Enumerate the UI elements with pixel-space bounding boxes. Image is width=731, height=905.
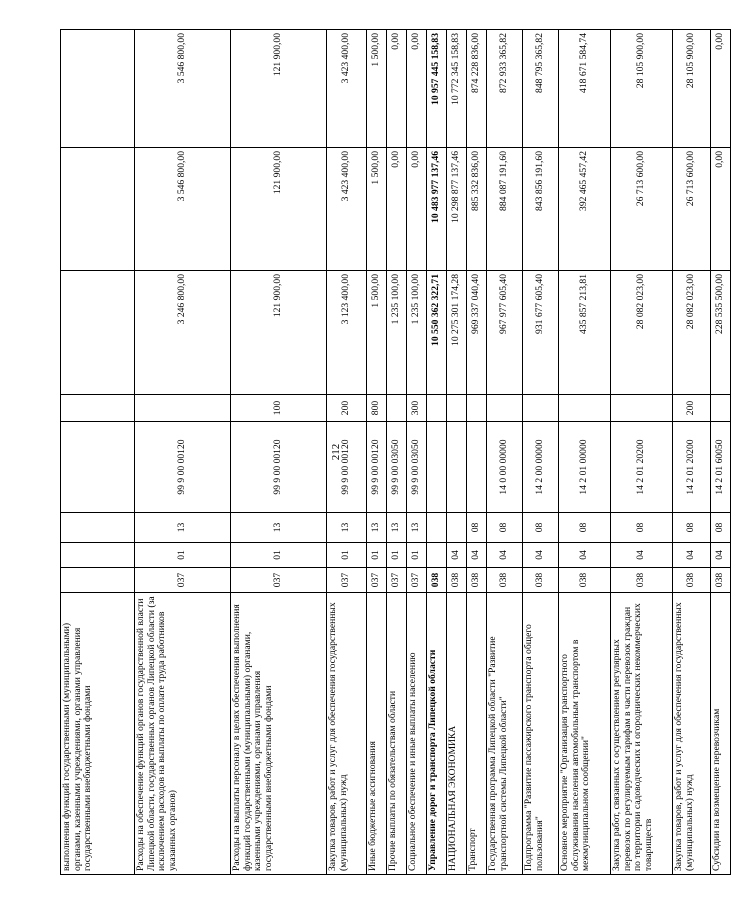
table-row	[447, 30, 467, 875]
cell-gr: 038	[487, 568, 523, 593]
cell-amount-2: 1 500,00	[367, 148, 387, 271]
cell-vr	[61, 395, 135, 422]
cell-csr: 99 9 00 03050	[387, 422, 407, 513]
row-name: выполнения функций государственными (муниципальными) органами, казенными учреждениями, органами управления государственными внебюджетными фондами	[61, 593, 135, 875]
cell-amount-3: 121 900,00	[231, 30, 327, 148]
cell-amount-2: 885 332 836,00	[467, 148, 487, 271]
cell-gr: 037	[327, 568, 367, 593]
cell-csr: 14 2 01 00000	[559, 422, 611, 513]
row-name: Транспорт	[467, 593, 487, 875]
cell-pr: 13	[327, 513, 367, 543]
cell-amount-1: 1 500,00	[367, 271, 387, 395]
cell-pr: 08	[467, 513, 487, 543]
cell-vr	[559, 395, 611, 422]
cell-amount-3: 28 105 900,00	[673, 30, 711, 148]
cell-amount-3: 3 546 800,00	[135, 30, 231, 148]
cell-amount-3: 10 957 445 158,83	[427, 30, 447, 148]
cell-amount-2: 843 856 191,60	[523, 148, 559, 271]
cell-vr	[487, 395, 523, 422]
cell-rz: 04	[673, 543, 711, 568]
cell-gr: 038	[523, 568, 559, 593]
cell-vr: 300	[407, 395, 427, 422]
cell-amount-3: 10 772 345 158,83	[447, 30, 467, 148]
row-name: Закупка товаров, работ и услуг для обеспечения государственных (муниципальных) нужд	[673, 593, 711, 875]
cell-gr: 037	[231, 568, 327, 593]
cell-gr: 037	[135, 568, 231, 593]
table-row	[135, 30, 231, 875]
cell-pr: 08	[611, 513, 673, 543]
cell-vr	[135, 395, 231, 422]
cell-rz: 01	[231, 543, 327, 568]
cell-rz: 04	[611, 543, 673, 568]
cell-gr: 038	[611, 568, 673, 593]
cell-gr: 038	[711, 568, 731, 593]
cell-vr	[611, 395, 673, 422]
cell-rz: 04	[447, 543, 467, 568]
row-name: Закупка товаров, работ и услуг для обеспечения государственных (муниципальных) нужд	[327, 593, 367, 875]
cell-vr	[711, 395, 731, 422]
cell-amount-1: 28 082 023,00	[673, 271, 711, 395]
cell-rz: 04	[711, 543, 731, 568]
table-row	[487, 30, 523, 875]
table-row	[467, 30, 487, 875]
cell-rz: 01	[327, 543, 367, 568]
cell-vr	[447, 395, 467, 422]
cell-gr	[61, 568, 135, 593]
cell-vr: 800	[367, 395, 387, 422]
cell-amount-3: 418 671 584,74	[559, 30, 611, 148]
row-name: НАЦИОНАЛЬНАЯ ЭКОНОМИКА	[447, 593, 467, 875]
cell-gr: 038	[427, 568, 447, 593]
cell-pr: 08	[711, 513, 731, 543]
page-number: 212	[330, 443, 342, 461]
cell-rz: 04	[523, 543, 559, 568]
cell-pr: 13	[407, 513, 427, 543]
cell-pr: 08	[487, 513, 523, 543]
cell-csr: 99 9 00 00120	[135, 422, 231, 513]
cell-csr: 14 2 01 20200	[611, 422, 673, 513]
cell-amount-2: 10 298 877 137,46	[447, 148, 467, 271]
cell-amount-1: 435 857 213,81	[559, 271, 611, 395]
cell-gr: 038	[447, 568, 467, 593]
cell-amount-1: 969 337 040,40	[467, 271, 487, 395]
cell-csr	[467, 422, 487, 513]
table-row	[61, 30, 135, 875]
cell-amount-1: 3 123 400,00	[327, 271, 367, 395]
cell-amount-2: 10 483 977 137,46	[427, 148, 447, 271]
cell-amount-2: 0,00	[407, 148, 427, 271]
row-name: Расходы на выплаты персоналу в целях обеспечения выполнения функций государственными (муниципальными) органами, казенными учреждениями, органами управления государственными внебюджетными фондами	[231, 593, 327, 875]
cell-amount-2: 26 713 600,00	[611, 148, 673, 271]
cell-amount-3: 3 423 400,00	[327, 30, 367, 148]
cell-amount-3: 0,00	[407, 30, 427, 148]
cell-vr	[427, 395, 447, 422]
cell-amount-3	[61, 30, 135, 148]
cell-rz	[61, 543, 135, 568]
cell-pr: 08	[559, 513, 611, 543]
cell-amount-3: 874 228 836,00	[467, 30, 487, 148]
cell-csr: 99 9 00 03050	[407, 422, 427, 513]
cell-rz: 01	[135, 543, 231, 568]
row-name: Закупка работ, связанных с осуществлением регулярных перевозок по регулируемым тарифам в части перевозок граждан по территории садоводческих и огороднических некоммерческих товариществ	[611, 593, 673, 875]
cell-pr	[61, 513, 135, 543]
table-row	[711, 30, 731, 875]
cell-csr: 14 2 01 60050	[711, 422, 731, 513]
row-name: Прочие выплаты по обязательствам области	[387, 593, 407, 875]
table-row	[559, 30, 611, 875]
cell-rz	[427, 543, 447, 568]
cell-amount-1: 967 977 605,40	[487, 271, 523, 395]
cell-amount-2: 0,00	[387, 148, 407, 271]
cell-amount-1: 10 550 362 322,71	[427, 271, 447, 395]
cell-gr: 038	[673, 568, 711, 593]
cell-amount-3: 848 795 365,82	[523, 30, 559, 148]
table-row	[231, 30, 327, 875]
cell-amount-2: 3 546 800,00	[135, 148, 231, 271]
row-name: Основное мероприятие "Организация транспортного обслуживания населения автомобильным транспортом в межмуниципальном сообщении"	[559, 593, 611, 875]
cell-rz: 01	[387, 543, 407, 568]
cell-amount-2: 26 713 600,00	[673, 148, 711, 271]
cell-csr: 99 9 00 00120	[367, 422, 387, 513]
cell-amount-1: 228 535 500,00	[711, 271, 731, 395]
cell-gr: 037	[367, 568, 387, 593]
cell-amount-1: 10 275 301 174,28	[447, 271, 467, 395]
cell-pr: 13	[135, 513, 231, 543]
cell-rz: 01	[367, 543, 387, 568]
cell-amount-1: 1 235 100,00	[387, 271, 407, 395]
table-row	[327, 30, 367, 875]
cell-rz: 04	[559, 543, 611, 568]
cell-pr	[427, 513, 447, 543]
cell-amount-3: 0,00	[711, 30, 731, 148]
cell-rz: 04	[487, 543, 523, 568]
table-row	[387, 30, 407, 875]
cell-amount-2: 121 900,00	[231, 148, 327, 271]
cell-amount-1: 28 082 023,00	[611, 271, 673, 395]
cell-csr	[447, 422, 467, 513]
cell-amount-3: 1 500,00	[367, 30, 387, 148]
cell-amount-2: 884 087 191,60	[487, 148, 523, 271]
cell-amount-2: 3 423 400,00	[327, 148, 367, 271]
cell-amount-1: 1 235 100,00	[407, 271, 427, 395]
cell-gr: 038	[467, 568, 487, 593]
table-row	[611, 30, 673, 875]
cell-pr: 13	[367, 513, 387, 543]
cell-amount-1: 931 677 605,40	[523, 271, 559, 395]
row-name: Иные бюджетные ассигнования	[367, 593, 387, 875]
budget-table-page	[60, 30, 726, 875]
table-row	[523, 30, 559, 875]
cell-csr: 14 2 00 00000	[523, 422, 559, 513]
cell-csr	[427, 422, 447, 513]
cell-vr	[467, 395, 487, 422]
cell-gr: 037	[407, 568, 427, 593]
cell-amount-1: 121 900,00	[231, 271, 327, 395]
cell-amount-3: 28 105 900,00	[611, 30, 673, 148]
cell-gr: 038	[559, 568, 611, 593]
cell-pr: 08	[523, 513, 559, 543]
cell-vr: 200	[673, 395, 711, 422]
row-name: Подпрограмма "Развитие пассажирского транспорта общего пользования"	[523, 593, 559, 875]
cell-amount-2: 392 465 457,42	[559, 148, 611, 271]
cell-pr	[447, 513, 467, 543]
row-name: Социальное обеспечение и иные выплаты населению	[407, 593, 427, 875]
table-row	[407, 30, 427, 875]
table-row	[367, 30, 387, 875]
row-name: Государственная программа Липецкой области "Развитие транспортной системы Липецкой области"	[487, 593, 523, 875]
cell-csr: 99 9 00 00120	[231, 422, 327, 513]
cell-amount-3: 0,00	[387, 30, 407, 148]
budget-table	[60, 29, 731, 875]
cell-amount-2	[61, 148, 135, 271]
row-name: Расходы на обеспечение функций органов государственной власти Липецкой области, государственных органов Липецкой области (за исключением расходов на выплаты по оплате труда работников указанных органов)	[135, 593, 231, 875]
cell-amount-3: 872 933 365,82	[487, 30, 523, 148]
row-name: Субсидии на возмещение перевозчикам	[711, 593, 731, 875]
cell-pr: 08	[673, 513, 711, 543]
cell-vr: 200	[327, 395, 367, 422]
cell-rz: 01	[407, 543, 427, 568]
cell-gr: 037	[387, 568, 407, 593]
cell-csr: 14 2 01 20200	[673, 422, 711, 513]
cell-pr: 13	[231, 513, 327, 543]
cell-amount-1	[61, 271, 135, 395]
cell-csr: 14 0 00 00000	[487, 422, 523, 513]
cell-rz: 04	[467, 543, 487, 568]
cell-amount-1: 3 246 800,00	[135, 271, 231, 395]
table-row	[427, 30, 447, 875]
cell-vr	[387, 395, 407, 422]
cell-amount-2: 0,00	[711, 148, 731, 271]
cell-pr: 13	[387, 513, 407, 543]
cell-csr: 99 9 00 00120	[327, 422, 367, 513]
cell-csr	[61, 422, 135, 513]
cell-vr	[523, 395, 559, 422]
cell-vr: 100	[231, 395, 327, 422]
row-name: Управление дорог и транспорта Липецкой области	[427, 593, 447, 875]
table-row	[673, 30, 711, 875]
